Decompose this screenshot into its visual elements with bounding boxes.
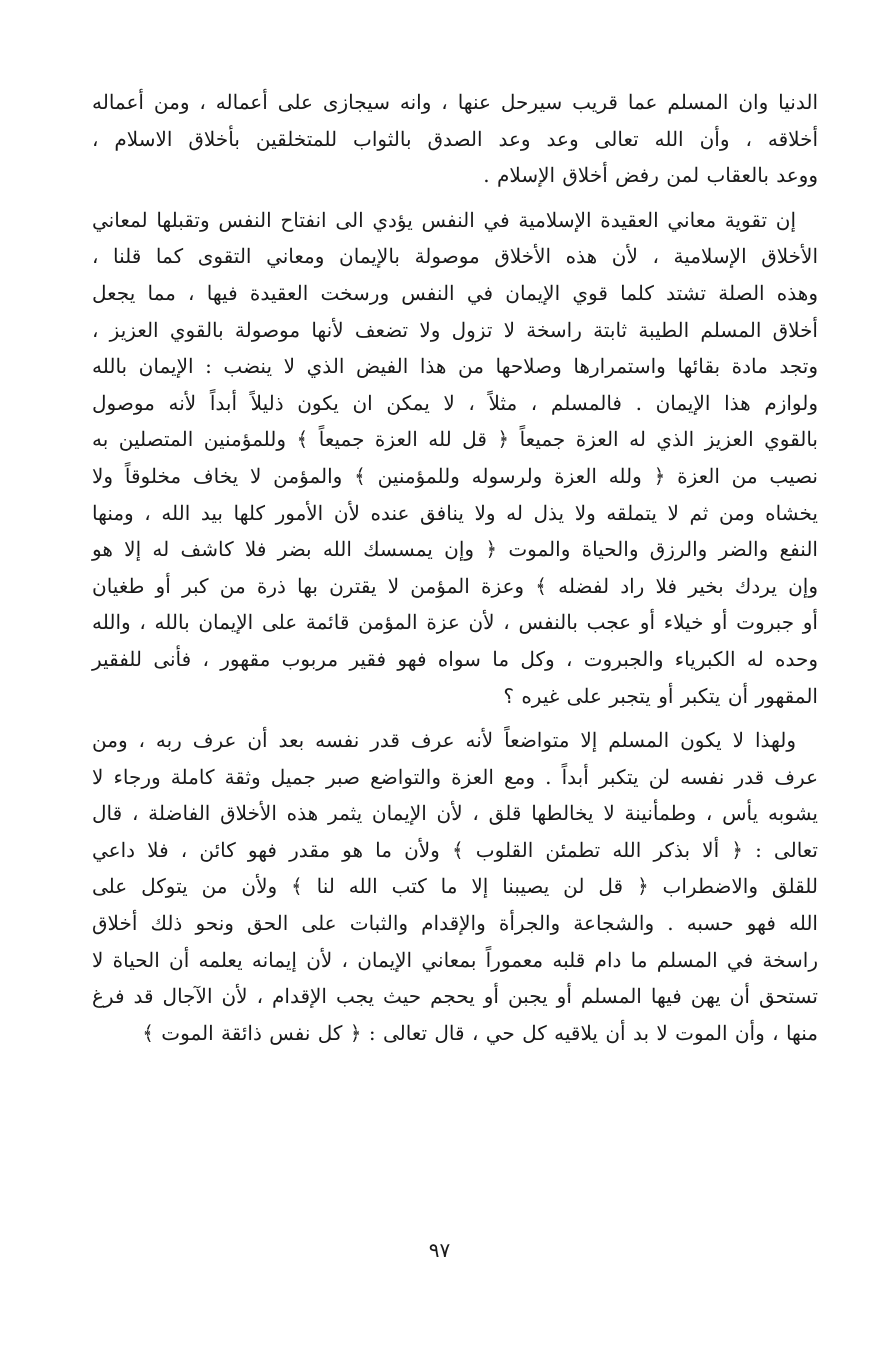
- text-line: تعالى : ﴿ ألا بذكر الله تطمئن القلوب ﴾ ولأن ما هو مقدر فهو كائن ، فلا داعي: [92, 837, 818, 862]
- text-line: نصيب من العزة ﴿ ولله العزة ولرسوله وللمؤمنين ﴾ والمؤمن لا يخاف مخلوقاً ولا: [92, 463, 818, 488]
- text-line: للقلق والاضطراب ﴿ قل لن يصيبنا إلا ما كتب الله لنا ﴾ ولأن من يتوكل على: [92, 874, 818, 899]
- text-line: أخلاقه ، وأن الله تعالى وعد وعد الصدق بالثواب للمتخلقين بأخلاق الاسلام ،: [92, 126, 818, 151]
- paragraph-3: [92, 722, 818, 1051]
- text-line: إن تقوية معاني العقيدة الإسلامية في النفس يؤدي الى انفتاح النفس وتقبلها لمعاني: [92, 207, 796, 232]
- text-line: ووعد بالعقاب لمن رفض أخلاق الإسلام .: [483, 163, 818, 188]
- text-line: تستحق أن يهن فيها المسلم أو يجبن أو يحجم حيث يجب الإقدام ، لأن الآجال قد فرغ: [92, 984, 818, 1009]
- text-line: الله فهو حسبه . والشجاعة والجرأة والإقدام والثبات على الحق ونحو ذلك أخلاق: [92, 911, 818, 936]
- text-line: أخلاق المسلم الطيبة ثابتة راسخة لا تزول ولا تضعف لأنها موصولة بالقوي العزيز ،: [92, 317, 818, 342]
- text-line: ولوازم هذا الإيمان . فالمسلم ، مثلاً ، لا يمكن ان يكون ذليلاً أبداً لأنه موصول: [92, 390, 818, 415]
- paragraph-2: [92, 202, 818, 714]
- text-line: وهذه الصلة تشتد كلما قوي الإيمان في النفس ورسخت العقيدة فيها ، مما يجعل: [92, 280, 818, 305]
- text-line: وتجد مادة بقائها واستمرارها وصلاحها من هذا الفيض الذي لا ينضب : الإيمان بالله: [92, 354, 818, 379]
- page-body: [92, 84, 818, 1051]
- text-line: ولهذا لا يكون المسلم إلا متواضعاً لأنه عرف قدر نفسه بعد أن عرف ربه ، ومن: [92, 728, 796, 753]
- text-line: أو جبروت أو خيلاء أو عجب بالنفس ، لأن عزة المؤمن قائمة على الإيمان بالله ، والله: [92, 610, 818, 635]
- text-line: عرف قدر نفسه لن يتكبر أبداً . ومع العزة والتواضع صبر جميل وثقة كاملة ورجاء لا: [92, 764, 819, 789]
- text-line: يشوبه يأس ، وطمأنينة لا يخالطها قلق ، لأن الإيمان يثمر هذه الأخلاق الفاضلة ، قال: [92, 801, 818, 826]
- text-line: بالقوي العزيز الذي له العزة جميعاً ﴿ قل لله العزة جميعاً ﴾ وللمؤمنين المتصلين به: [92, 427, 818, 452]
- paragraph-1: [92, 84, 818, 194]
- text-line: يخشاه ومن ثم لا يتملقه ولا يذل له ولا ينافق عنده لأن الأمور كلها بيد الله ، ومنها: [92, 500, 819, 525]
- text-line: راسخة في المسلم ما دام قلبه معموراً بمعاني الإيمان ، لأن إيمانه يعلمه أن الحياة لا: [92, 947, 818, 972]
- text-line: المقهور أن يتكبر أو يتجبر على غيره ؟: [503, 683, 818, 708]
- text-line: الأخلاق الإسلامية ، لأن هذه الأخلاق موصولة بالإيمان ومعاني التقوى كما قلنا ،: [92, 244, 818, 269]
- text-line: النفع والضر والرزق والحياة والموت ﴿ وإن يمسسك الله بضر فلا كاشف له إلا هو: [92, 537, 818, 562]
- text-line: وإن يردك بخير فلا راد لفضله ﴾ وعزة المؤمن لا يقترن بها ذرة من كبر أو طغيان: [92, 573, 818, 598]
- text-line: وحده له الكبرياء والجبروت ، وكل ما سواه فهو فقير مربوب مقهور ، فأنى للفقير: [92, 646, 818, 671]
- text-line: منها ، وأن الموت لا بد أن يلاقيه كل حي ، قال تعالى : ﴿ كل نفس ذائقة الموت ﴾: [142, 1020, 818, 1045]
- page-number: ٩٧: [428, 1238, 451, 1262]
- text-line: الدنيا وان المسلم عما قريب سيرحل عنها ، وانه سيجازى على أعماله ، ومن أعماله: [92, 90, 818, 114]
